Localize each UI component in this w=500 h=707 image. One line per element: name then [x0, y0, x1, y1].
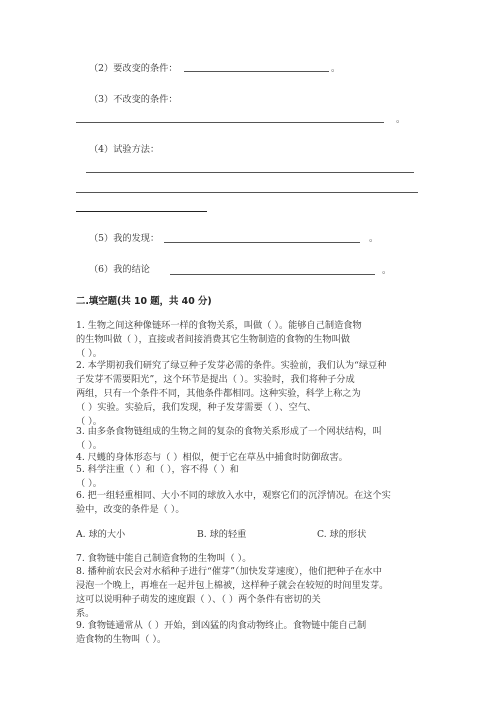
fill-q1-line1: 1. 生物之间这种像链环一样的食物关系，叫做（ ）。能够自己制造食物 [76, 320, 362, 331]
fill-q9-line2: 造食物的生物叫（ ）。 [76, 634, 167, 645]
q4-label: （4）试验方法： [89, 144, 160, 155]
q2-answer-line[interactable] [184, 71, 329, 72]
q4-answer-line-2[interactable] [76, 192, 418, 193]
fill-q3-line2: （ ）。 [76, 440, 102, 451]
q6-end: 。 [382, 265, 392, 276]
q3-answer-line[interactable] [76, 122, 384, 123]
fill-q2-line3: 两组，只有一个条件不同，其他条件都相同。这种实验，科学上称之为 [76, 388, 361, 399]
q5-end: 。 [369, 233, 379, 244]
option-b[interactable]: B. 球的轻重 [197, 529, 247, 540]
fill-q8-line3: 这可以说明种子萌发的速度跟（ ）、（ ）两个条件有密切的关 [76, 594, 321, 605]
fill-q2-line4: （ ）实验。实验后，我们发现，种子发芽需要（ ）、空气、 [76, 402, 317, 413]
option-a[interactable]: A. 球的大小 [76, 529, 126, 540]
fill-q5-line1: 5. 科学注重（ ）和（ ），容不得（ ）和 [76, 464, 239, 475]
fill-q6-line2: 验中，改变的条件是（ ）。 [76, 504, 185, 515]
q4-answer-line-1[interactable] [86, 172, 414, 173]
fill-q3-line1: 3. 由多条食物链组成的生物之间的复杂的食物关系形成了一个网状结构，叫 [76, 426, 382, 437]
q6-label: （6）我的结论 [89, 264, 150, 275]
section-heading: 二.填空题(共 10 题，共 40 分) [76, 296, 212, 307]
option-c[interactable]: C. 球的形状 [317, 529, 367, 540]
q4-answer-line-3[interactable] [76, 211, 207, 212]
fill-q2-line1: 2. 本学期初我们研究了绿豆种子发芽必需的条件。实验前，我们认为“绿豆种 [76, 360, 387, 371]
fill-q8-line2: 浸泡一个晚上，再堆在一起并包上棉被，这样种子就会在较短的时间里发芽。 [76, 580, 389, 591]
q3-label: （3）不改变的条件： [89, 94, 178, 105]
q6-answer-line[interactable] [170, 274, 375, 275]
q3-end: 。 [396, 114, 406, 125]
q2-label: （2）要改变的条件： [89, 63, 178, 74]
q5-answer-line[interactable] [164, 242, 360, 243]
fill-q1-line2: 的生物叫做（ ），直接或者间接消费其它生物制造的食物的生物叫做 [76, 334, 350, 345]
fill-q8-line1: 8. 播种前农民会对水稻种子进行“催芽”（加快发芽速度），他们把种子在水中 [76, 566, 382, 577]
fill-q6-line1: 6. 把一组轻重相同、大小不同的球放入水中，观察它们的沉浮情况。在这个实 [76, 490, 391, 501]
fill-q8-line4: 系。 [76, 608, 95, 619]
fill-q9-line1: 9. 食物链通常从（ ）开始，到凶猛的肉食动物终止。食物链中能自己制 [76, 620, 367, 631]
fill-q4: 4. 尺蠖的身体形态与（ ）相似，便于它在草丛中捕食时防御敌害。 [76, 452, 348, 463]
q5-label: （5）我的发现： [89, 233, 160, 244]
fill-q2-line2: 子发芽不需要阳光”，这个环节是提出（ ）。实验时，我们将种子分成 [76, 374, 355, 385]
fill-q2-line5: （ ）。 [76, 416, 102, 427]
fill-q1-line3: （ ）。 [76, 348, 102, 359]
fill-q7: 7. 食物链中能自己制造食物的生物叫（ ）。 [76, 553, 252, 564]
fill-q5-line2: （ ）。 [76, 478, 102, 489]
q2-end: 。 [331, 63, 341, 74]
